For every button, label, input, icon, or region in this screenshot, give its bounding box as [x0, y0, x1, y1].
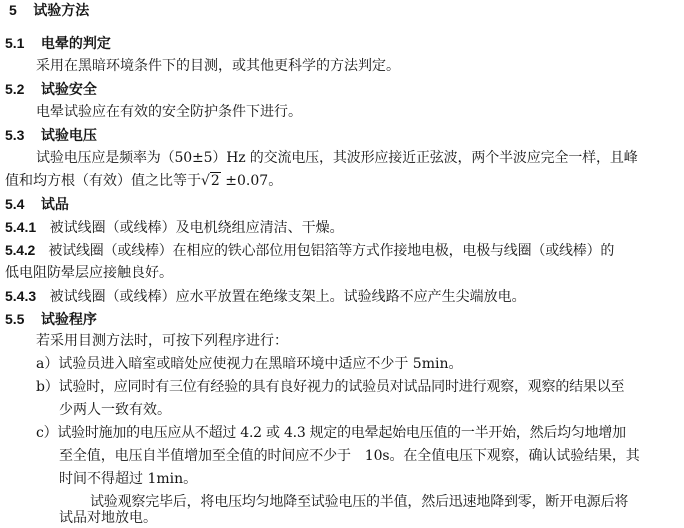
- section-5-4-2: [5, 240, 614, 261]
- section-title: 试验方法: [33, 3, 90, 19]
- step-label: b）: [36, 379, 59, 395]
- section-number: 5.4.2: [5, 242, 36, 258]
- step-c: [36, 423, 626, 443]
- step-text: 试验时施加的电压应从不超过 4.2 或 4.3 规定的电晕起始电压值的一半开始，然后均匀地增加: [57, 425, 626, 441]
- step-b: [36, 377, 624, 397]
- square-root-formula: [201, 171, 221, 191]
- section-number: 5: [9, 2, 17, 18]
- section-number: 5.5: [5, 311, 25, 327]
- section-5-3-body-line-1: 试验电压应是频率为（50±5）Hz 的交流电压，其波形应接近正弦波，两个半波应完全一样，且峰: [36, 150, 638, 166]
- section-number: 5.4: [5, 196, 25, 212]
- section-5-1-heading: [5, 33, 111, 54]
- section-title: 试验电压: [40, 128, 97, 144]
- step-c-line-4: 试验观察完毕后，将电压均匀地降至试验电压的半值，然后迅速地降到零，断开电源后将: [90, 494, 629, 510]
- section-body: 被试线圈（或线棒）及电机绕组应清洁、干燥。: [49, 220, 344, 236]
- radicand: 2: [210, 173, 220, 189]
- section-body: 被试线圈（或线棒）应水平放置在绝缘支架上。试验线路不应产生尖端放电。: [49, 289, 526, 305]
- section-5-4-1: [5, 217, 344, 238]
- section-number: 5.4.3: [5, 288, 37, 304]
- text-segment: 值和均方根（有效）值之比等于: [5, 173, 201, 189]
- step-text: 试验时，应同时有三位有经验的具有良好视力的试验员对试品同时进行观察，观察的结果以至: [58, 379, 625, 395]
- section-5-3-heading: [5, 125, 97, 146]
- step-c-line-3: 时间不得超过 1min。: [59, 471, 198, 487]
- section-number: 5.4.1: [5, 219, 37, 235]
- section-number: 5.2: [5, 81, 25, 97]
- section-title: 试品: [40, 197, 69, 213]
- section-5-4-3: [5, 286, 526, 307]
- section-5-4-2-line-2: 低电阻防晕层应接触良好。: [5, 265, 173, 281]
- text-segment: ±0.07。: [225, 173, 283, 189]
- step-label: a）: [36, 356, 59, 372]
- step-c-line-5: 试品对地放电。: [59, 510, 157, 526]
- section-title: 电晕的判定: [40, 36, 111, 52]
- section-title: 试验安全: [40, 82, 97, 98]
- section-5-heading: [9, 0, 89, 21]
- radical-sign-icon: √: [201, 173, 210, 189]
- section-5-5-heading: [5, 309, 97, 330]
- section-body: 被试线圈（或线棒）在相应的铁心部位用包铝箔等方式作接地电极，电极与线圈（或线棒）的: [48, 243, 615, 259]
- section-5-1-body: 采用在黑暗环境条件下的目测，或其他更科学的方法判定。: [36, 58, 400, 74]
- section-5-2-heading: [5, 79, 97, 100]
- section-5-3-body-line-2: [5, 171, 282, 191]
- step-label: c）: [36, 425, 58, 441]
- section-number: 5.3: [5, 127, 25, 143]
- step-text: 试验员进入暗室或暗处应使视力在黑暗环境中适应不少于 5min。: [58, 356, 463, 372]
- section-title: 试验程序: [40, 312, 97, 328]
- section-5-2-body: 电晕试验应在有效的安全防护条件下进行。: [36, 104, 302, 120]
- section-5-4-heading: [5, 194, 69, 215]
- section-5-5-intro: 若采用目测方法时，可按下列程序进行：: [36, 333, 288, 349]
- section-number: 5.1: [5, 35, 25, 51]
- step-c-line-2: 至全值，电压自半值增加至全值的时间应不少于 10s。在全值电压下观察，确认试验结果，其: [59, 448, 640, 464]
- step-a: [36, 354, 463, 374]
- step-b-line-2: 少两人一致有效。: [59, 402, 171, 418]
